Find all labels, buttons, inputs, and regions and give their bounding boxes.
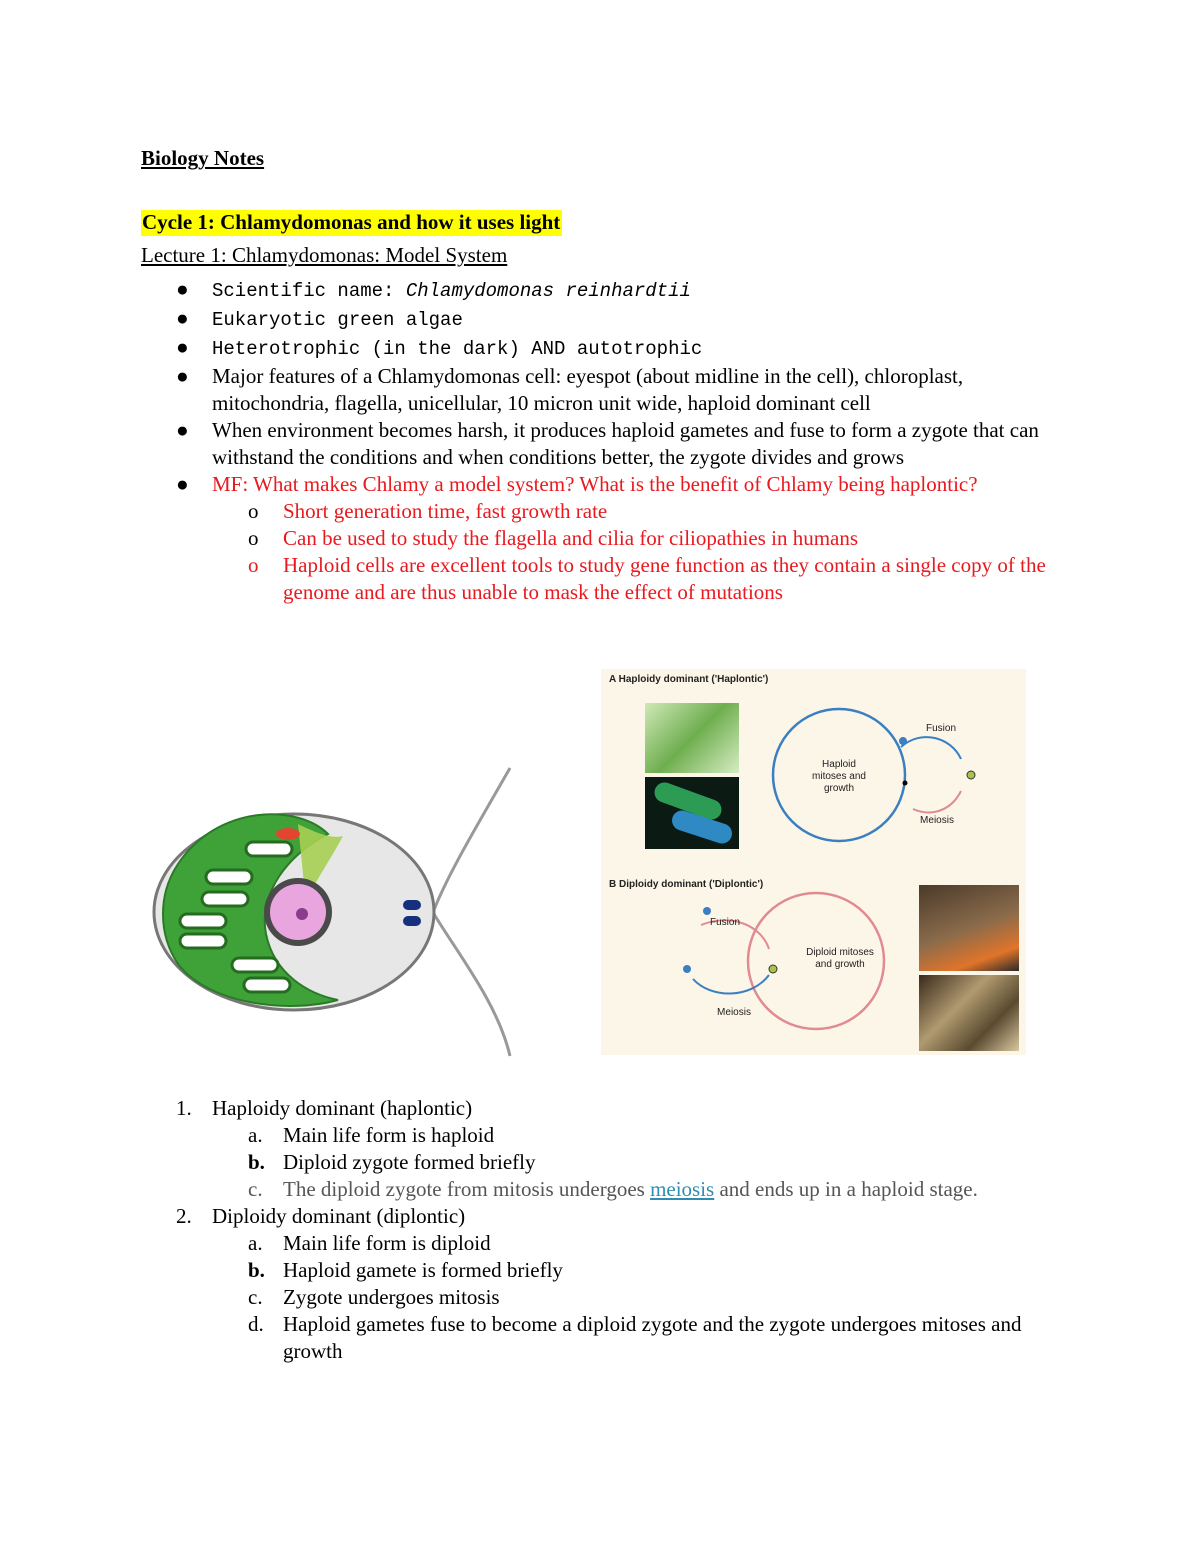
circle-bullet-icon: o <box>248 499 259 523</box>
sub-list-item: c. Zygote undergoes mitosis <box>248 1285 500 1309</box>
panel-a-fusion-label: Fusion <box>925 723 956 734</box>
panel-b-title: B Diploidy dominant ('Diplontic') <box>609 879 764 890</box>
sub-list-item: b. Haploid gamete is formed briefly <box>248 1258 563 1282</box>
sub-list <box>212 1230 1072 1365</box>
nucleolus <box>296 908 308 920</box>
sub-list-item: o Short generation time, fast growth rate <box>248 499 608 523</box>
life-cycle-figure <box>601 669 1026 1055</box>
sub-list <box>212 1122 1072 1203</box>
list-item: 2. Diploidy dominant (diplontic) a. Main life form is diploid b. Haploid gamete is formed briefly c. Zygote undergoes mitosis d. Haploid gametes fuse to become a diploid zygote and the zygote undergoes mitoses and growth <box>0 1203 1072 1365</box>
bullet-icon: ● <box>176 418 189 442</box>
bullet-icon: ● <box>176 472 189 496</box>
list-item: ● Scientific name: Chlamydomonas reinhardtii <box>176 277 691 302</box>
circle-bullet-icon: o <box>248 526 259 550</box>
sub-list <box>212 498 1072 606</box>
sub-list-item: a. Main life form is haploid <box>248 1123 495 1147</box>
baby-photo <box>919 885 1019 971</box>
eyespot <box>276 828 300 840</box>
thylakoid <box>180 914 226 928</box>
basal-body <box>403 900 421 910</box>
circle-bullet-icon: o <box>248 553 259 577</box>
page-title: Biology Notes <box>141 146 265 170</box>
sub-list-item: o Haploid cells are excellent tools to study gene function as they contain a single copy of the genome and are thus unable to mask the effect of mutations <box>248 553 1046 604</box>
list-item: ● Heterotrophic (in the dark) AND autotrophic <box>176 335 703 360</box>
sub-list-item: d. Haploid gametes fuse to become a diploid zygote and the zygote undergoes mitoses and growth <box>248 1312 1022 1363</box>
panel-a-meiosis-label: Meiosis <box>920 815 954 826</box>
numbered-list <box>0 1095 1100 1365</box>
lecture-heading: Lecture 1: Chlamydomonas: Model System <box>141 243 508 267</box>
chlamydomonas-cell-diagram <box>148 764 528 1060</box>
basal-body <box>403 916 421 926</box>
thylakoid <box>206 870 252 884</box>
panel-b-center-label: Diploid mitoses and growth <box>806 947 874 970</box>
thylakoid <box>180 934 226 948</box>
thylakoid <box>202 892 248 906</box>
list-item: ● MF: What makes Chlamy a model system? What is the benefit of Chlamy being haplontic? o Short generation time, fast growth rate o Can be used to study the flagella and cilia for ciliopathies in humans o Haploid cells are excellent tools to study gene function as they contain a single copy of the genome and are thus unable to mask the effect of mutations <box>0 471 1072 606</box>
panel-a-center-label: Haploid mitoses and growth <box>812 759 866 794</box>
flagellum <box>434 768 510 910</box>
list-item: ● Major features of a Chlamydomonas cell: eyespot (about midline in the cell), chloroplast, mitochondria, flagella, unicellular, 10 micron unit wide, haploid dominant cell <box>176 364 964 415</box>
bullet-icon: ● <box>176 306 189 330</box>
panel-b-meiosis-label: Meiosis <box>717 1007 751 1018</box>
thylakoid <box>232 958 278 972</box>
list-item: ● When environment becomes harsh, it produces haploid gametes and fuse to form a zygote that can withstand the conditions and when conditions better, the zygote divides and grows <box>176 418 1039 469</box>
list-item: 1. Haploidy dominant (haplontic) a. Main life form is haploid b. Diploid zygote formed briefly c. The diploid zygote from mitosis undergoes meiosis and ends up in a haploid stage. <box>0 1095 1072 1203</box>
panel-a-title: A Haploidy dominant ('Haplontic') <box>609 674 769 685</box>
cycle-heading: Cycle 1: Chlamydomonas and how it uses light <box>142 210 561 234</box>
panel-b-fusion-label: Fusion <box>709 917 740 928</box>
sub-list-item: a. Main life form is diploid <box>248 1231 491 1255</box>
bullet-icon: ● <box>176 277 189 301</box>
flagellum <box>434 914 510 1056</box>
scientific-name: Chlamydomonas reinhardtii <box>405 280 691 302</box>
sub-list-item: o Can be used to study the flagella and cilia for ciliopathies in humans <box>248 526 859 550</box>
thylakoid <box>246 842 292 856</box>
list-item: ● Eukaryotic green algae <box>176 306 463 331</box>
sub-list-item: c. The diploid zygote from mitosis undergoes meiosis and ends up in a haploid stage. <box>248 1177 978 1201</box>
meiosis-link[interactable]: meiosis <box>650 1177 715 1201</box>
bullet-icon: ● <box>176 364 189 388</box>
thylakoid <box>244 978 290 992</box>
mushroom-photo <box>919 975 1019 1051</box>
bullet-icon: ● <box>176 335 189 359</box>
bullet-list <box>0 276 1100 606</box>
sub-list-item: b. Diploid zygote formed briefly <box>248 1150 536 1174</box>
